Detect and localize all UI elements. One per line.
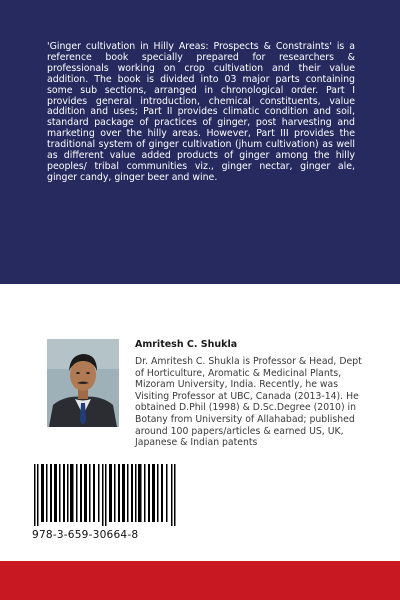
author-name: Amritesh C. Shukla [135,339,238,350]
barcode-bars [32,464,178,526]
back-cover-bottom-band [0,561,400,600]
book-blurb: 'Ginger cultivation in Hilly Areas: Prospects & Constraints' is a reference book specially prepared for researchers & professionals working on crop cultivation and their value addition. The book is divided into 03 major parts containing some sub sections, arranged in chronological order. Part I provides general introduction, chemical constituents, value addition and uses; Part II provides climatic condition and soil, standard package of practices of ginger, post harvesting and marketing over the hilly areas. However, Part III provides the traditional system of ginger cultivation (jhum cultivation) as well as different value added products of ginger among the hilly peoples/ tribal communities viz., ginger nectar, ginger ale, ginger candy, ginger beer and wine. [47,41,355,183]
back-cover-top-panel [0,0,400,284]
author-portrait-image [47,339,119,427]
isbn-barcode [26,462,182,548]
author-bio: Dr. Amritesh C. Shukla is Professor & Head, Dept of Horticulture, Aromatic & Medicinal Plants, Mizoram University, India. Recently, he was Visiting Professor at UBC, Canada (2013-14). He obtained D.Phil (1998) & D.Sc.Degree (2010) in Botany from University of Allahabad; published around 100 papers/articles & earned US, UK, Japanese & Indian patents [135,356,362,449]
author-photo [47,339,119,427]
isbn-number: 978-3-659-30664-8 [32,529,139,541]
